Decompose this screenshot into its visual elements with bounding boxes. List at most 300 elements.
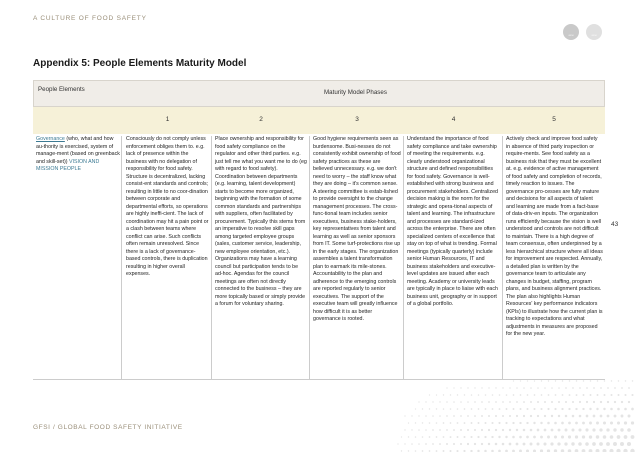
decorative-dot bbox=[624, 435, 628, 439]
decorative-dot bbox=[425, 401, 426, 402]
decorative-dot bbox=[443, 422, 445, 424]
decorative-dot bbox=[610, 421, 613, 424]
decorative-dot bbox=[488, 415, 490, 417]
decorative-dot bbox=[418, 429, 420, 431]
decorative-dot bbox=[439, 443, 441, 445]
decorative-dot bbox=[404, 429, 405, 430]
decorative-dot bbox=[408, 422, 409, 423]
decorative-dot bbox=[530, 415, 532, 417]
decorative-dot bbox=[530, 443, 533, 446]
decorative-dot bbox=[613, 442, 617, 446]
decorative-dot bbox=[495, 429, 497, 431]
decorative-dot bbox=[404, 443, 405, 444]
decorative-dot bbox=[443, 408, 445, 410]
decorative-dot bbox=[495, 401, 497, 403]
decorative-dot bbox=[523, 429, 526, 432]
decorative-dot bbox=[418, 443, 420, 445]
decorative-dot bbox=[484, 436, 486, 438]
decorative-dot bbox=[589, 422, 592, 425]
decorative-dot bbox=[519, 422, 521, 424]
decorative-dot bbox=[488, 429, 490, 431]
decorative-dot bbox=[540, 408, 542, 410]
decorative-dot bbox=[631, 394, 633, 396]
decorative-dot bbox=[467, 401, 469, 403]
element-highlight: Governance bbox=[36, 136, 65, 142]
decorative-dot bbox=[467, 443, 469, 445]
decorative-dot bbox=[460, 443, 462, 445]
decorative-dot bbox=[576, 380, 577, 381]
decorative-dot bbox=[558, 401, 560, 403]
document-header: A CULTURE OF FOOD SAFETY bbox=[33, 15, 147, 22]
decorative-dot bbox=[527, 380, 528, 381]
decorative-dot bbox=[544, 429, 547, 432]
decorative-dot bbox=[513, 394, 515, 396]
decorative-dot bbox=[477, 436, 479, 438]
decorative-dot bbox=[446, 387, 447, 388]
decorative-dot bbox=[523, 415, 525, 417]
decorative-dot bbox=[596, 422, 599, 425]
decorative-dot bbox=[520, 408, 522, 410]
decorative-dot bbox=[534, 394, 536, 396]
decorative-dot bbox=[554, 408, 556, 410]
decorative-dot bbox=[533, 408, 535, 410]
decorative-dot bbox=[429, 394, 430, 395]
decorative-dot bbox=[600, 387, 602, 389]
logo-text: GFSI bbox=[591, 35, 597, 37]
decorative-dot bbox=[564, 442, 567, 445]
decorative-dot bbox=[547, 422, 550, 425]
decorative-dot bbox=[534, 380, 535, 381]
decorative-dot bbox=[572, 387, 574, 389]
decorative-dot bbox=[604, 394, 606, 396]
decorative-dot bbox=[460, 401, 462, 403]
decorative-dot bbox=[481, 387, 482, 388]
decorative-dot bbox=[533, 422, 535, 424]
decorative-dot bbox=[432, 415, 434, 417]
decorative-dot bbox=[572, 401, 574, 403]
decorative-dot bbox=[436, 422, 438, 424]
decorative-dot bbox=[526, 408, 528, 410]
decorative-dot bbox=[516, 429, 518, 431]
decorative-dot bbox=[446, 401, 448, 403]
decorative-dot bbox=[432, 429, 434, 431]
decorative-dot bbox=[631, 421, 634, 424]
decorative-dot bbox=[499, 408, 501, 410]
decorative-dot bbox=[523, 401, 525, 403]
decorative-dot bbox=[572, 429, 575, 432]
decorative-dot bbox=[558, 429, 561, 432]
decorative-dot bbox=[607, 387, 609, 389]
decorative-dot bbox=[579, 387, 581, 389]
decorative-dot bbox=[618, 380, 619, 381]
decorative-dot bbox=[617, 408, 620, 411]
decorative-dot bbox=[544, 401, 546, 403]
decorative-dot bbox=[432, 401, 433, 402]
decorative-dot bbox=[590, 380, 591, 381]
decorative-dot bbox=[471, 408, 473, 410]
decorative-dot bbox=[610, 435, 614, 439]
phase-2-header: 2 bbox=[259, 116, 263, 123]
decorative-dot bbox=[628, 401, 630, 403]
decorative-dot bbox=[593, 387, 595, 389]
decorative-dot bbox=[411, 443, 413, 445]
decorative-dot bbox=[557, 442, 560, 445]
decorative-dot bbox=[569, 380, 570, 381]
decorative-dot bbox=[551, 415, 553, 417]
decorative-dot bbox=[628, 415, 631, 418]
decorative-dot bbox=[592, 442, 596, 446]
decorative-dot bbox=[512, 436, 515, 439]
decorative-dot bbox=[429, 436, 431, 438]
decorative-dot bbox=[505, 436, 507, 438]
decorative-dot bbox=[498, 422, 500, 424]
decorative-dot bbox=[443, 436, 445, 438]
decorative-dot bbox=[446, 429, 448, 431]
phase-3-cell: Good hygiene requirements seen as burdensome. Busi-nesses do not consistently exhibit ownership of food safety practices as these are believed unnecessary. e.g. we don't need to worry – the staff know what they are doing – it's common sense. A steering committee is estab-lished to provide oversight to the change management processes. The cross-func-tional team includes senior executives, business stake-holders, key representatives from talent and learning as well as senior sponsors from IT. Some turf-protections rise up in the early stages. The organization assembles a talent transformation plan to earmark its mile-stones. Accountability to the plan and adherence to the emerging controls are reported regularly to senior executives. The support of the executive team will greatly influence how difficult it is as better governance is rooted. bbox=[313, 136, 401, 322]
phase-5-cell: Actively check and improve food safety in absence of third party inspection or require-ments. See food safety as a business risk that they must be excellent at. e.g. evidence of active management of food safety and completion of records, timely reaction to issues. The governance pro-cesses are fully mature and decisions for all aspects of talent and learning are made from a fact-base of data-driv-en inputs. The organization runs efficiently because the vision is well understood and controls are not difficult to maintain. There is a high degree of team consensus, often underpinned by a less hierarchical structure where all ideas for improvement are respected. Annually, a detailed plan is written by the governance team to articulate any changes in budget, staffing, program plans, and business alignment practices. The plan also highlights Human Resources' key performance indicators (KPIs) to illustrate how the current plan is tracking to expectations and what adjustments in measures are proposed for the new year. bbox=[506, 136, 603, 337]
decorative-dot bbox=[582, 408, 584, 410]
decorative-dot bbox=[450, 436, 452, 438]
gfsi-mark-icon bbox=[586, 24, 602, 40]
decorative-dot bbox=[541, 394, 543, 396]
decorative-dot bbox=[425, 429, 427, 431]
document-footer: GFSI / GLOBAL FOOD SAFETY INITIATIVE bbox=[33, 424, 183, 431]
decorative-dot bbox=[530, 387, 532, 389]
decorative-dot bbox=[460, 387, 461, 388]
decorative-dot bbox=[481, 443, 483, 445]
decorative-dot bbox=[502, 443, 505, 446]
decorative-dot bbox=[453, 387, 454, 388]
decorative-dot bbox=[450, 408, 452, 410]
decorative-dot bbox=[596, 435, 599, 438]
decorative-dot bbox=[415, 408, 416, 409]
decorative-dot bbox=[509, 429, 511, 431]
decorative-dot bbox=[512, 422, 514, 424]
decorative-dot bbox=[516, 415, 518, 417]
decorative-dot bbox=[470, 436, 472, 438]
decorative-dot bbox=[422, 436, 424, 438]
phase-1-header: 1 bbox=[165, 116, 170, 123]
decorative-dot bbox=[436, 436, 438, 438]
decorative-dot bbox=[478, 422, 480, 424]
decorative-dot bbox=[597, 380, 598, 381]
decorative-dot bbox=[537, 429, 540, 432]
decorative-dot bbox=[621, 401, 623, 403]
decorative-dot bbox=[551, 429, 554, 432]
decorative-dot bbox=[536, 442, 539, 445]
decorative-dot bbox=[491, 422, 493, 424]
decorative-dot bbox=[474, 401, 476, 403]
decorative-dot bbox=[576, 394, 578, 396]
column-divider bbox=[121, 136, 122, 380]
decorative-dot bbox=[583, 380, 584, 381]
decorative-dot bbox=[547, 408, 549, 410]
decorative-dot bbox=[614, 401, 616, 403]
decorative-dot bbox=[610, 408, 613, 411]
decorative-dot bbox=[530, 429, 533, 432]
decorative-dot bbox=[502, 387, 503, 388]
decorative-dot bbox=[550, 442, 553, 445]
decorative-dot bbox=[603, 435, 607, 439]
decorative-dot bbox=[523, 443, 526, 446]
decorative-dot bbox=[600, 415, 603, 418]
decorative-dot bbox=[617, 394, 619, 396]
decorative-dot bbox=[571, 442, 574, 445]
decorative-dot bbox=[583, 394, 585, 396]
decorative-dot bbox=[627, 442, 631, 446]
decorative-dot bbox=[408, 436, 409, 437]
decorative-dots-pattern bbox=[380, 370, 638, 452]
decorative-dot bbox=[554, 436, 557, 439]
decorative-dot bbox=[572, 415, 575, 418]
decorative-dot bbox=[520, 394, 522, 396]
decorative-dot bbox=[509, 387, 511, 389]
decorative-dot bbox=[530, 401, 532, 403]
decorative-dot bbox=[422, 422, 423, 423]
decorative-dot bbox=[485, 394, 487, 396]
decorative-dot bbox=[597, 394, 599, 396]
decorative-dot bbox=[578, 428, 581, 431]
column-divider bbox=[211, 136, 212, 380]
decorative-dot bbox=[432, 443, 434, 445]
decorative-dot bbox=[425, 415, 427, 417]
decorative-dot bbox=[590, 394, 592, 396]
decorative-dot bbox=[606, 442, 610, 446]
phase-numbers-row bbox=[33, 107, 605, 134]
decorative-dot bbox=[585, 428, 588, 431]
decorative-dot bbox=[617, 421, 620, 424]
phase-5-header: 5 bbox=[552, 116, 556, 123]
decorative-dot bbox=[453, 443, 455, 445]
decorative-dot bbox=[495, 443, 498, 446]
decorative-dot bbox=[474, 443, 476, 445]
decorative-dot bbox=[450, 422, 452, 424]
decorative-dot bbox=[499, 394, 501, 396]
decorative-dot bbox=[561, 408, 563, 410]
decorative-dot bbox=[513, 380, 514, 381]
decorative-dot bbox=[474, 429, 476, 431]
page-number: 43 bbox=[611, 221, 619, 228]
decorative-dot bbox=[425, 443, 427, 445]
decorative-dot bbox=[593, 415, 596, 418]
decorative-dot bbox=[411, 415, 412, 416]
people-element-cell bbox=[35, 136, 121, 380]
decorative-dot bbox=[509, 401, 511, 403]
decorative-dot bbox=[611, 394, 613, 396]
decorative-dot bbox=[481, 429, 483, 431]
decorative-dot bbox=[558, 415, 560, 417]
decorative-dot bbox=[464, 422, 466, 424]
decorative-dot bbox=[565, 429, 568, 432]
decorative-dot bbox=[509, 415, 511, 417]
decorative-dot bbox=[593, 401, 595, 403]
decorative-dot bbox=[575, 435, 578, 438]
decorative-dot bbox=[509, 443, 512, 446]
decorative-dot bbox=[471, 422, 473, 424]
decorative-dot bbox=[568, 435, 571, 438]
decorative-dot bbox=[555, 380, 556, 381]
column-divider bbox=[502, 136, 503, 380]
decorative-dot bbox=[600, 401, 602, 403]
decorative-dot bbox=[599, 428, 602, 431]
decorative-dot bbox=[565, 415, 568, 418]
decorative-dot bbox=[450, 394, 451, 395]
decorative-dot bbox=[569, 394, 571, 396]
decorative-dot bbox=[474, 387, 475, 388]
decorative-dot bbox=[607, 415, 610, 418]
decorative-dot bbox=[604, 380, 605, 381]
decorative-dot bbox=[513, 408, 515, 410]
decorative-dot bbox=[488, 401, 490, 403]
maturity-model-phases-header: Maturity Model Phases bbox=[324, 89, 387, 96]
decorative-dot bbox=[397, 443, 398, 444]
decorative-dot bbox=[491, 436, 493, 438]
decorative-dot bbox=[415, 436, 417, 438]
decorative-dot bbox=[502, 429, 504, 431]
decorative-dot bbox=[502, 401, 504, 403]
decorative-dot bbox=[467, 415, 469, 417]
decorative-dot bbox=[488, 443, 490, 445]
decorative-dot bbox=[548, 394, 550, 396]
decorative-dot bbox=[611, 380, 612, 381]
decorative-dot bbox=[474, 415, 476, 417]
decorative-dot bbox=[631, 435, 635, 439]
decorative-dot bbox=[579, 401, 581, 403]
decorative-dot bbox=[544, 415, 546, 417]
decorative-dot bbox=[621, 415, 624, 418]
page-title: Appendix 5: People Elements Maturity Model bbox=[33, 58, 247, 69]
decorative-dot bbox=[502, 415, 504, 417]
decorative-dot bbox=[485, 408, 487, 410]
decorative-dot bbox=[516, 401, 518, 403]
decorative-dot bbox=[555, 394, 557, 396]
decorative-dot bbox=[614, 415, 617, 418]
decorative-dot bbox=[537, 387, 539, 389]
decorative-dot bbox=[478, 408, 480, 410]
decorative-dot bbox=[565, 401, 567, 403]
decorative-dot bbox=[453, 415, 455, 417]
decorative-dot bbox=[527, 394, 529, 396]
decorative-dot bbox=[495, 387, 496, 388]
decorative-dot bbox=[446, 415, 448, 417]
gfsi-logo-icon bbox=[563, 24, 579, 40]
decorative-dot bbox=[460, 415, 462, 417]
table-row bbox=[33, 136, 605, 380]
decorative-dot bbox=[478, 394, 480, 396]
decorative-dot bbox=[537, 401, 539, 403]
column-divider bbox=[403, 136, 404, 380]
decorative-dot bbox=[562, 380, 563, 381]
decorative-dot bbox=[592, 428, 595, 431]
decorative-dot bbox=[453, 429, 455, 431]
phase-4-cell: Understand the importance of food safety compliance and take ownership of meeting the requirements. e.g. clearly understood organizational structure and defined responsibilities for food safety. Governance is well-established with strong business and procurement stakeholders. Centralized decision making is the norm for the strategic and opera-tional aspects of talent and learning. The infrastructure and processes are standard-ized across the enterprise. There are often specialized centers of excellence that stay on top of what is trending. Formal meetings (typically quarterly) include senior Human Resources, IT and business stakeholders and executive-level updates are issued after each meeting. Academy or university leads are typically in place to liaise with each business unit, geography or in support of a global portfolio. bbox=[407, 136, 498, 307]
decorative-dot bbox=[463, 436, 465, 438]
decorative-dot bbox=[561, 435, 564, 438]
decorative-dot bbox=[484, 422, 486, 424]
decorative-dot bbox=[596, 408, 598, 410]
decorative-dot bbox=[411, 429, 412, 430]
decorative-dot bbox=[429, 422, 431, 424]
decorative-dot bbox=[401, 436, 402, 437]
decorative-dot bbox=[488, 387, 489, 388]
decorative-dot bbox=[624, 394, 626, 396]
decorative-dot bbox=[471, 394, 473, 396]
decorative-dot bbox=[540, 436, 543, 439]
decorative-dot bbox=[505, 422, 507, 424]
decorative-dot bbox=[464, 394, 465, 395]
decorative-dot bbox=[537, 415, 539, 417]
decorative-dot bbox=[568, 408, 570, 410]
decorative-dot bbox=[446, 443, 448, 445]
phase-4-header: 4 bbox=[451, 116, 456, 123]
decorative-dot bbox=[589, 435, 592, 438]
decorative-dot bbox=[586, 415, 589, 418]
decorative-dot bbox=[519, 436, 522, 439]
decorative-dot bbox=[628, 387, 630, 389]
decorative-dot bbox=[526, 422, 528, 424]
decorative-dot bbox=[624, 408, 627, 411]
decorative-dot bbox=[606, 428, 609, 431]
table-header-row bbox=[33, 80, 605, 107]
decorative-dot bbox=[418, 401, 419, 402]
decorative-dot bbox=[543, 442, 546, 445]
decorative-dot bbox=[631, 408, 634, 411]
decorative-dot bbox=[603, 408, 605, 410]
decorative-dot bbox=[617, 435, 621, 439]
decorative-dot bbox=[632, 380, 633, 381]
decorative-dot bbox=[520, 380, 521, 381]
people-elements-header: People Elements bbox=[38, 86, 85, 93]
decorative-dot bbox=[523, 387, 525, 389]
decorative-dot bbox=[568, 422, 571, 425]
decorative-dot bbox=[495, 415, 497, 417]
decorative-dot bbox=[586, 401, 588, 403]
decorative-dot bbox=[460, 429, 462, 431]
decorative-dot bbox=[439, 429, 441, 431]
decorative-dot bbox=[526, 436, 529, 439]
decorative-dot bbox=[589, 408, 591, 410]
decorative-dot bbox=[439, 415, 441, 417]
decorative-dot bbox=[464, 408, 466, 410]
decorative-dot bbox=[561, 422, 564, 425]
decorative-dot bbox=[575, 408, 577, 410]
decorative-dot bbox=[599, 442, 603, 446]
decorative-dot bbox=[586, 387, 588, 389]
decorative-dot bbox=[621, 387, 623, 389]
decorative-dot bbox=[603, 421, 606, 424]
decorative-dot bbox=[418, 415, 419, 416]
decorative-dot bbox=[481, 401, 483, 403]
decorative-dot bbox=[439, 401, 440, 402]
decorative-dot bbox=[492, 408, 494, 410]
decorative-dot bbox=[457, 436, 459, 438]
decorative-dot bbox=[551, 387, 553, 389]
decorative-dot bbox=[614, 387, 616, 389]
decorative-dot bbox=[516, 387, 518, 389]
decorative-dot bbox=[436, 394, 437, 395]
maturity-model-table bbox=[33, 80, 605, 380]
decorative-dot bbox=[541, 380, 542, 381]
decorative-dot bbox=[453, 401, 455, 403]
decorative-dot bbox=[565, 387, 567, 389]
decorative-dot bbox=[620, 442, 624, 446]
decorative-dot bbox=[457, 394, 458, 395]
decorative-dot bbox=[558, 387, 560, 389]
decorative-dot bbox=[404, 415, 405, 416]
decorative-dot bbox=[436, 408, 437, 409]
decorative-dot bbox=[429, 408, 430, 409]
logo-text: GFSI bbox=[568, 35, 574, 37]
